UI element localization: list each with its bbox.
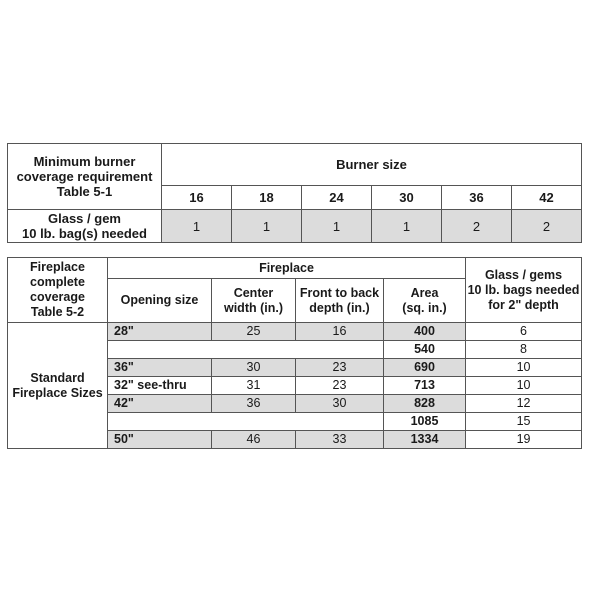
burner-size-header: Burner size (162, 144, 582, 186)
table2-title-line: complete (30, 275, 85, 289)
area-cell: 828 (384, 395, 466, 413)
side-label-line: Standard (30, 370, 85, 385)
bags-cell: 2 (512, 210, 582, 243)
depth-cell: 23 (296, 377, 384, 395)
depth-cell: 16 (296, 323, 384, 341)
header-line: for 2" depth (488, 297, 559, 312)
center-cell: 31 (212, 377, 296, 395)
area-header (384, 279, 466, 323)
bags-cell: 1 (232, 210, 302, 243)
burner-size-cell: 36 (442, 186, 512, 210)
empty-row-cell (108, 341, 384, 359)
opening-cell: 28" (108, 323, 212, 341)
header-line: (sq. in.) (402, 300, 447, 315)
depth-cell: 33 (296, 431, 384, 449)
opening-cell: 50" (108, 431, 212, 449)
bags-cell: 1 (372, 210, 442, 243)
area-cell: 690 (384, 359, 466, 377)
glass-bags-row-label (8, 210, 162, 243)
table1-title-line: coverage requirement (16, 169, 153, 184)
bags-cell: 10 (466, 359, 582, 377)
header-line: Area (410, 285, 439, 300)
fireplace-header: Fireplace (108, 258, 466, 279)
table2-title (8, 258, 108, 323)
table1-title (8, 144, 162, 210)
burner-coverage-table (7, 143, 582, 243)
header-line: 10 lb. bags needed (467, 282, 580, 297)
bags-cell: 15 (466, 413, 582, 431)
bags-cell: 1 (162, 210, 232, 243)
bags-cell: 6 (466, 323, 582, 341)
bags-cell: 8 (466, 341, 582, 359)
table2-title-line: coverage (30, 290, 85, 304)
standard-fireplace-sizes-label (8, 323, 108, 449)
area-cell: 540 (384, 341, 466, 359)
center-cell: 25 (212, 323, 296, 341)
bags-cell: 19 (466, 431, 582, 449)
glass-gems-header (466, 258, 582, 323)
bags-cell: 12 (466, 395, 582, 413)
header-line: width (in.) (223, 300, 283, 315)
header-line: Glass / gems (484, 267, 563, 282)
area-cell: 1334 (384, 431, 466, 449)
burner-size-cell: 42 (512, 186, 582, 210)
opening-cell: 32" see-thru (108, 377, 212, 395)
table1-title-line: Table 5-1 (56, 184, 113, 199)
side-label-line: Fireplace Sizes (12, 385, 103, 400)
table2-title-line: Fireplace (30, 260, 85, 274)
center-cell: 46 (212, 431, 296, 449)
row-label-line: 10 lb. bag(s) needed (22, 226, 147, 241)
table2-title-line: Table 5-2 (30, 305, 85, 319)
center-width-header (212, 279, 296, 323)
area-cell: 713 (384, 377, 466, 395)
depth-cell: 30 (296, 395, 384, 413)
depth-header (296, 279, 384, 323)
burner-size-cell: 18 (232, 186, 302, 210)
header-line: depth (in.) (309, 300, 370, 315)
burner-size-cell: 16 (162, 186, 232, 210)
center-cell: 30 (212, 359, 296, 377)
burner-size-cell: 24 (302, 186, 372, 210)
empty-row-cell (108, 413, 384, 431)
table1-title-line: Minimum burner (33, 154, 136, 169)
bags-cell: 10 (466, 377, 582, 395)
bags-cell: 1 (302, 210, 372, 243)
bags-cell: 2 (442, 210, 512, 243)
fireplace-coverage-table (7, 257, 582, 449)
depth-cell: 23 (296, 359, 384, 377)
opening-size-header: Opening size (108, 279, 212, 323)
header-line: Front to back (299, 285, 380, 300)
opening-cell: 42" (108, 395, 212, 413)
area-cell: 1085 (384, 413, 466, 431)
opening-cell: 36" (108, 359, 212, 377)
header-line: Center (233, 285, 274, 300)
burner-size-cell: 30 (372, 186, 442, 210)
area-cell: 400 (384, 323, 466, 341)
row-label-line: Glass / gem (48, 211, 121, 226)
center-cell: 36 (212, 395, 296, 413)
